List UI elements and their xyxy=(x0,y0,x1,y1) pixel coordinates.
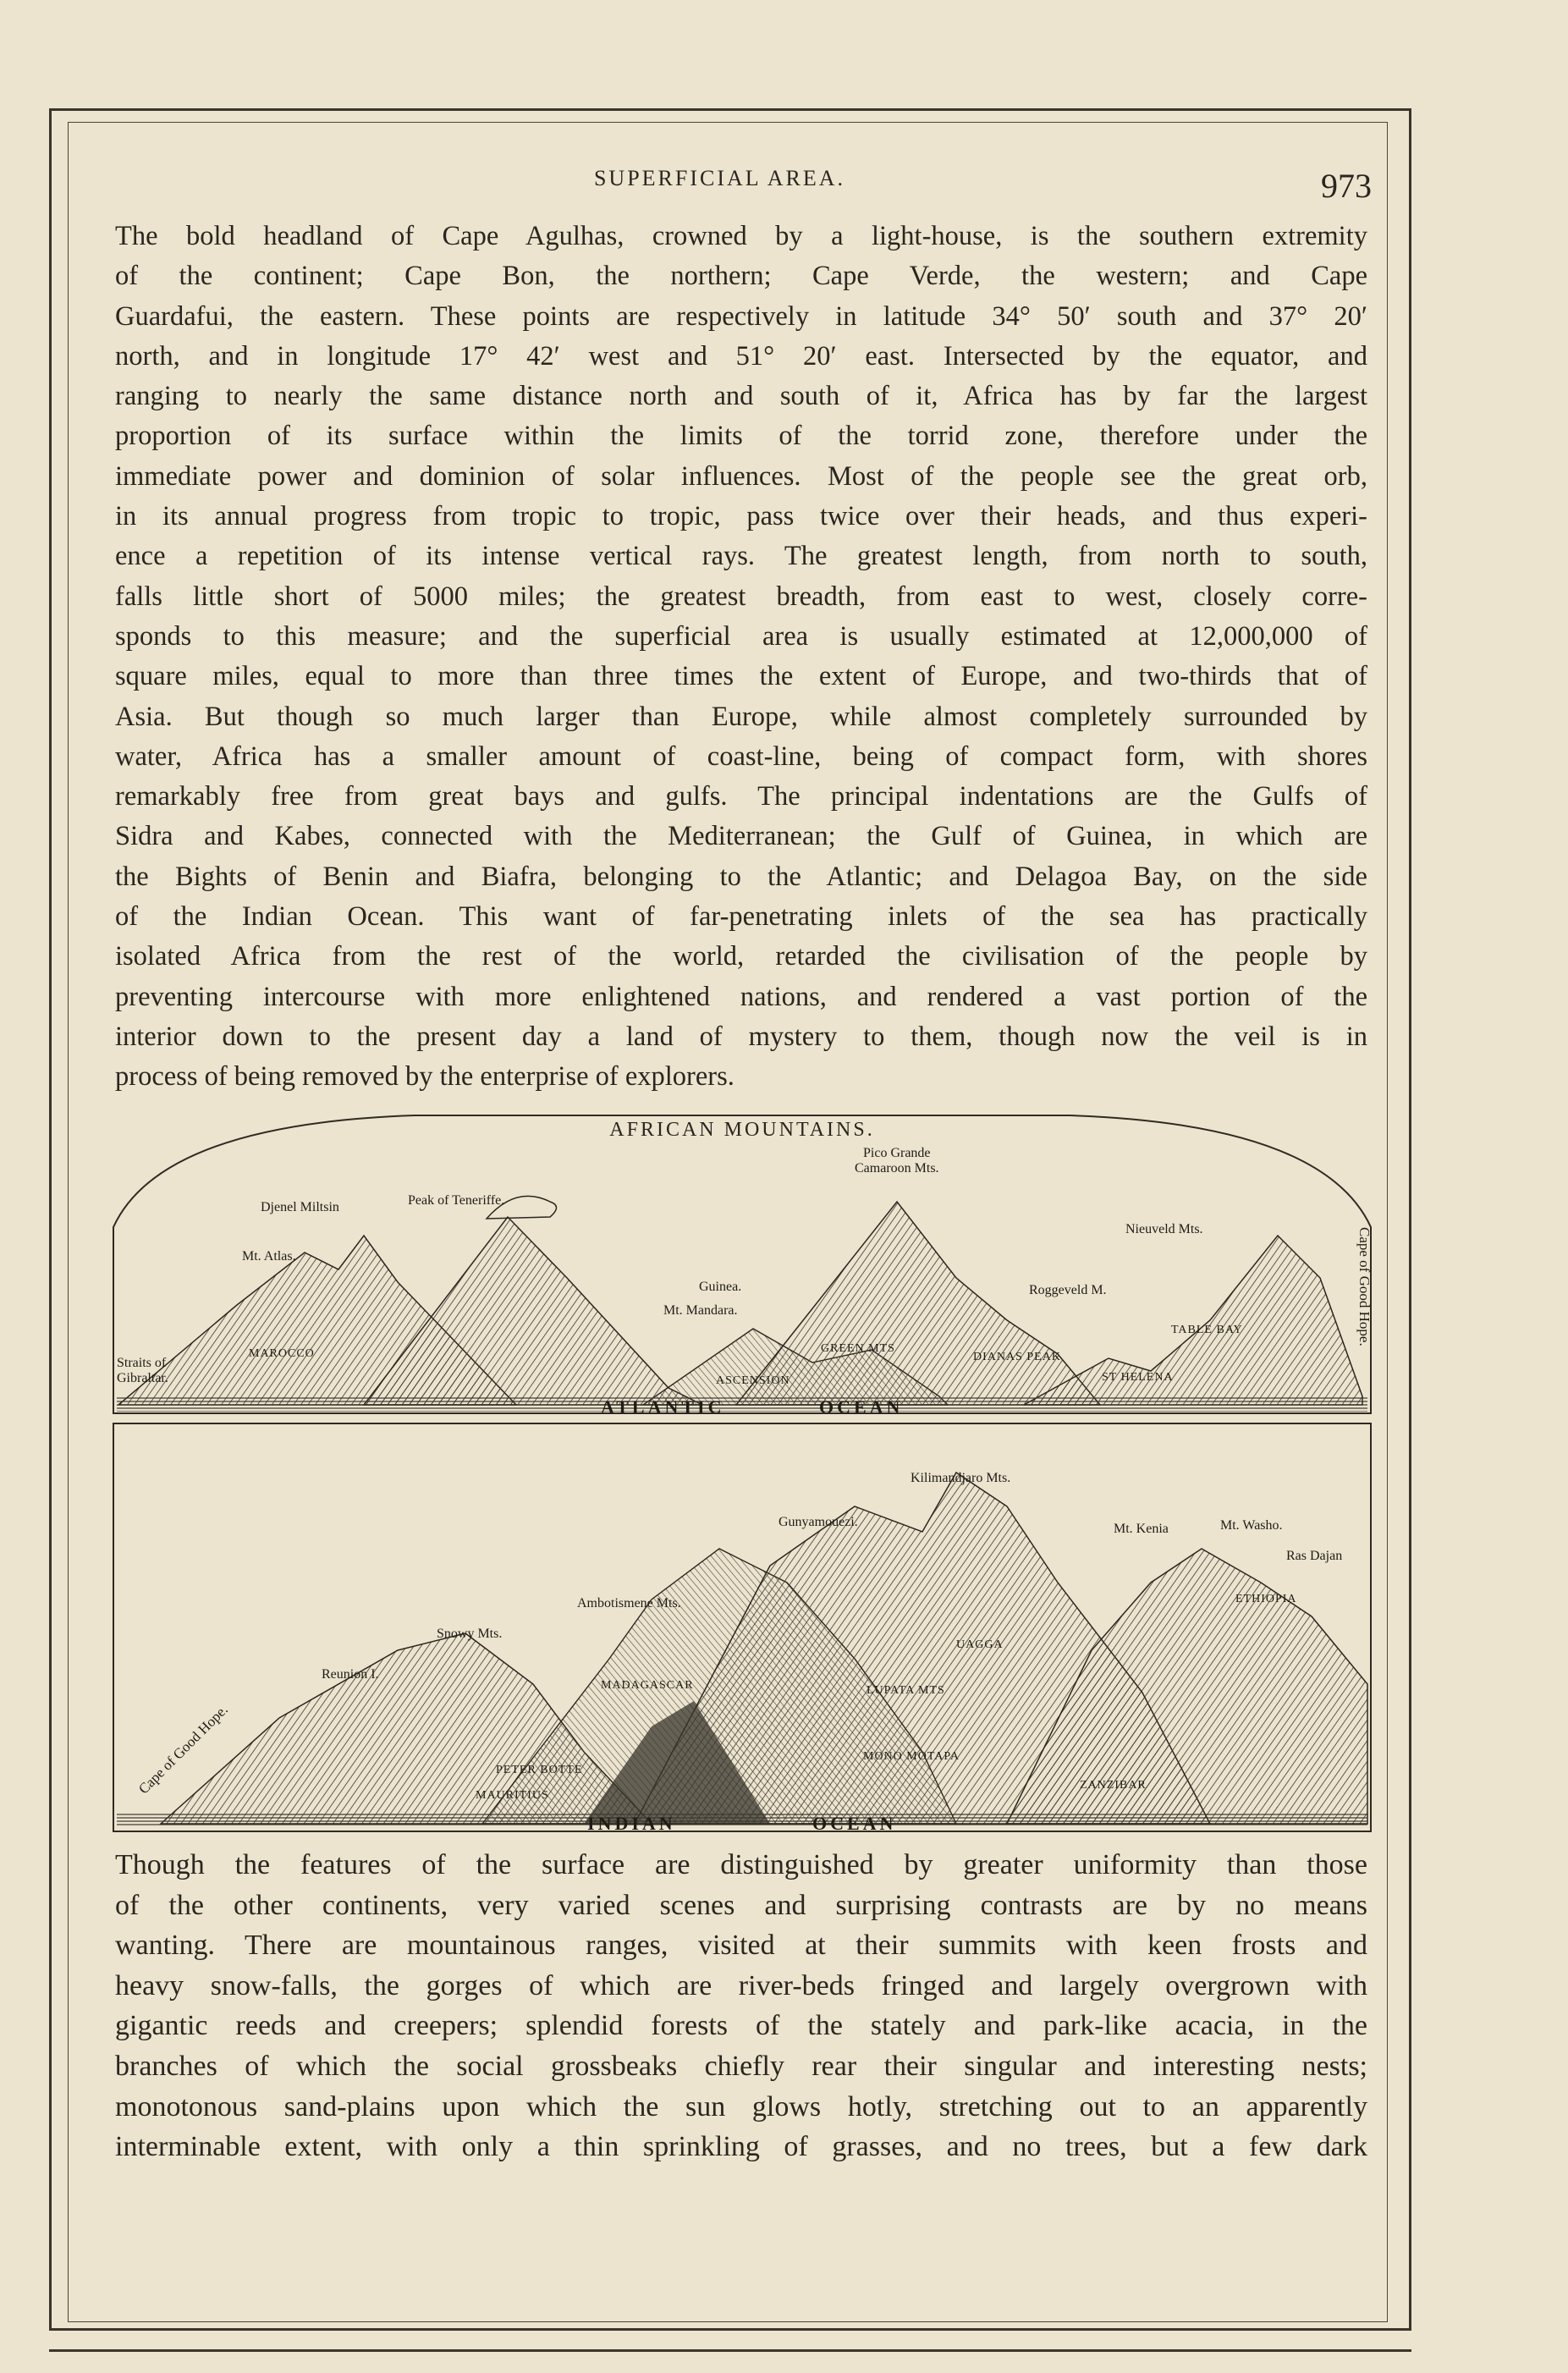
label-dianas-peak: DIANAS PEAK xyxy=(973,1351,1061,1363)
label-ocean-atlantic: ATLANTIC xyxy=(601,1396,725,1418)
label-madagascar: MADAGASCAR xyxy=(601,1679,694,1692)
text-line: ranging to nearly the same distance north and south of it, Africa has by far the largest xyxy=(115,381,1367,412)
text-line: Sidra and Kabes, connected with the Mediterranean; the Gulf of Guinea, in which are xyxy=(115,821,1367,852)
label-snowy-mts: Snowy Mts. xyxy=(437,1627,503,1641)
text-line: monotonous sand-plains upon which the sun glows hotly, stretching out to an apparently xyxy=(115,2090,1367,2122)
text-line: in its annual progress from tropic to tropic, pass twice over their heads, and thus experi- xyxy=(115,501,1367,532)
label-atlas: Mt. Atlas. xyxy=(242,1249,296,1264)
label-ocean-atlantic-2: OCEAN xyxy=(819,1396,904,1418)
text-line: isolated Africa from the rest of the world, retarded the civilisation of the people by xyxy=(115,941,1367,972)
label-tenerife: Peak of Teneriffe. xyxy=(408,1193,505,1208)
label-gunyamouezi: Gunyamouezi. xyxy=(778,1515,858,1529)
text-line: interminable extent, with only a thin sprinkling of grasses, and no trees, but a few dark xyxy=(115,2131,1367,2163)
text-line: Asia. But though so much larger than Europe, while almost completely surrounded by xyxy=(115,701,1367,732)
label-table-bay: TABLE BAY xyxy=(1171,1324,1243,1336)
label-gibraltar: Gibraltar. xyxy=(117,1371,168,1385)
text-line: ence a repetition of its intense vertical rays. The greatest length, from north to south, xyxy=(115,541,1367,572)
label-cape-good-hope-bottom: Cape of Good Hope. xyxy=(135,1701,231,1798)
label-ocean-indian-2: OCEAN xyxy=(812,1813,897,1834)
label-zanzibar: ZANZIBAR xyxy=(1080,1779,1147,1792)
text-line: falls little short of 5000 miles; the greatest breadth, from east to west, closely corre- xyxy=(115,581,1367,612)
label-ras-dajan: Ras Dajan xyxy=(1286,1549,1343,1563)
label-djenel: Djenel Miltsin xyxy=(261,1200,339,1214)
paragraph-1 xyxy=(115,217,1367,1098)
paragraph-2 xyxy=(115,1845,1367,2167)
label-pico-grande: Pico Grande xyxy=(863,1146,931,1160)
label-peter-botte: PETER BOTTE xyxy=(496,1764,583,1776)
african-mountains-figure xyxy=(110,1109,1374,1838)
text-line: The bold headland of Cape Agulhas, crowned by a light-house, is the southern extremity xyxy=(115,221,1367,251)
label-mono-motapa: MONO MOTAPA xyxy=(863,1750,960,1763)
text-line: remarkably free from great bays and gulfs. The principal indentations are the Gulfs of xyxy=(115,781,1367,812)
text-line: square miles, equal to more than three times the extent of Europe, and two-thirds that of xyxy=(115,661,1367,692)
label-reunion: Reunion I. xyxy=(322,1667,379,1682)
label-camaroon: Camaroon Mts. xyxy=(855,1161,939,1175)
label-ascension: ASCENSION xyxy=(716,1374,790,1387)
bottom-panel-mountains xyxy=(117,1473,1367,1826)
label-guinea: Guinea. xyxy=(699,1280,742,1294)
figure-title: AFRICAN MOUNTAINS. xyxy=(609,1119,875,1141)
text-line: branches of which the social grossbeaks chiefly rear their singular and interesting nests; xyxy=(115,2050,1367,2082)
text-line: water, Africa has a smaller amount of coast-line, being of compact form, with shores xyxy=(115,741,1367,772)
label-cape-good-hope-top: Cape of Good Hope. xyxy=(1356,1227,1373,1346)
text-line: interior down to the present day a land of mystery to them, though now the veil is in xyxy=(115,1021,1367,1052)
label-green-mts: GREEN MTS xyxy=(821,1342,895,1355)
text-line: process of being removed by the enterprise of explorers. xyxy=(115,1061,734,1093)
label-st-helena: ST HELENA xyxy=(1102,1371,1174,1384)
text-line: preventing intercourse with more enlightened nations, and rendered a vast portion of the xyxy=(115,981,1367,1012)
text-line: Guardafui, the eastern. These points are respectively in latitude 34° 50′ south and 37° 20′ xyxy=(115,300,1367,332)
label-nieuveld: Nieuveld Mts. xyxy=(1125,1222,1203,1236)
label-ethiopia: ETHIOPIA xyxy=(1235,1593,1297,1605)
text-line: wanting. There are mountainous ranges, visited at their summits with keen frosts and xyxy=(115,1930,1367,1962)
text-line: north, and in longitude 17° 42′ west and 51° 20′ east. Intersected by the equator, and xyxy=(115,340,1367,372)
text-line: Though the features of the surface are distinguished by greater uniformity than those xyxy=(115,1849,1367,1880)
mountains-engraving xyxy=(110,1109,1374,1838)
text-line: of the other continents, very varied scenes and surprising contrasts are by no means xyxy=(115,1889,1367,1921)
bottom-rule xyxy=(49,2349,1411,2352)
label-kenia: Mt. Kenia xyxy=(1114,1522,1169,1536)
text-line: of the Indian Ocean. This want of far-penetrating inlets of the sea has practically xyxy=(115,901,1367,933)
label-straits: Straits of xyxy=(117,1356,167,1370)
running-head: SUPERFICIAL AREA. xyxy=(593,166,846,190)
text-line: of the continent; Cape Bon, the northern; Cape Verde, the western; and Cape xyxy=(115,261,1367,292)
page-number: 973 xyxy=(1321,167,1372,205)
label-mandara: Mt. Mandara. xyxy=(663,1303,738,1318)
text-line: sponds to this measure; and the superficial area is usually estimated at 12,000,000 of xyxy=(115,620,1367,652)
text-line: immediate power and dominion of solar influences. Most of the people see the great orb, xyxy=(115,460,1367,492)
label-marocco: MAROCCO xyxy=(249,1347,315,1360)
label-ambotismene: Ambotismene Mts. xyxy=(577,1596,681,1610)
label-ocean-indian: INDIAN xyxy=(587,1813,676,1834)
label-mauritius: MAURITIUS xyxy=(476,1789,549,1802)
text-line: heavy snow-falls, the gorges of which are river-beds fringed and largely overgrown with xyxy=(115,1969,1367,2001)
text-line: gigantic reeds and creepers; splendid forests of the stately and park-like acacia, in the xyxy=(115,2010,1367,2042)
label-washo: Mt. Washo. xyxy=(1220,1518,1283,1533)
label-roggeveld: Roggeveld M. xyxy=(1029,1283,1107,1297)
label-lupata: LUPATA MTS xyxy=(867,1684,945,1697)
text-line: the Bights of Benin and Biafra, belonging to the Atlantic; and Delagoa Bay, on the side xyxy=(115,861,1367,892)
text-line: proportion of its surface within the limits of the torrid zone, therefore under the xyxy=(115,421,1367,452)
label-kilimandjaro: Kilimandjaro Mts. xyxy=(911,1471,1011,1485)
label-uagga: UAGGA xyxy=(956,1638,1004,1651)
